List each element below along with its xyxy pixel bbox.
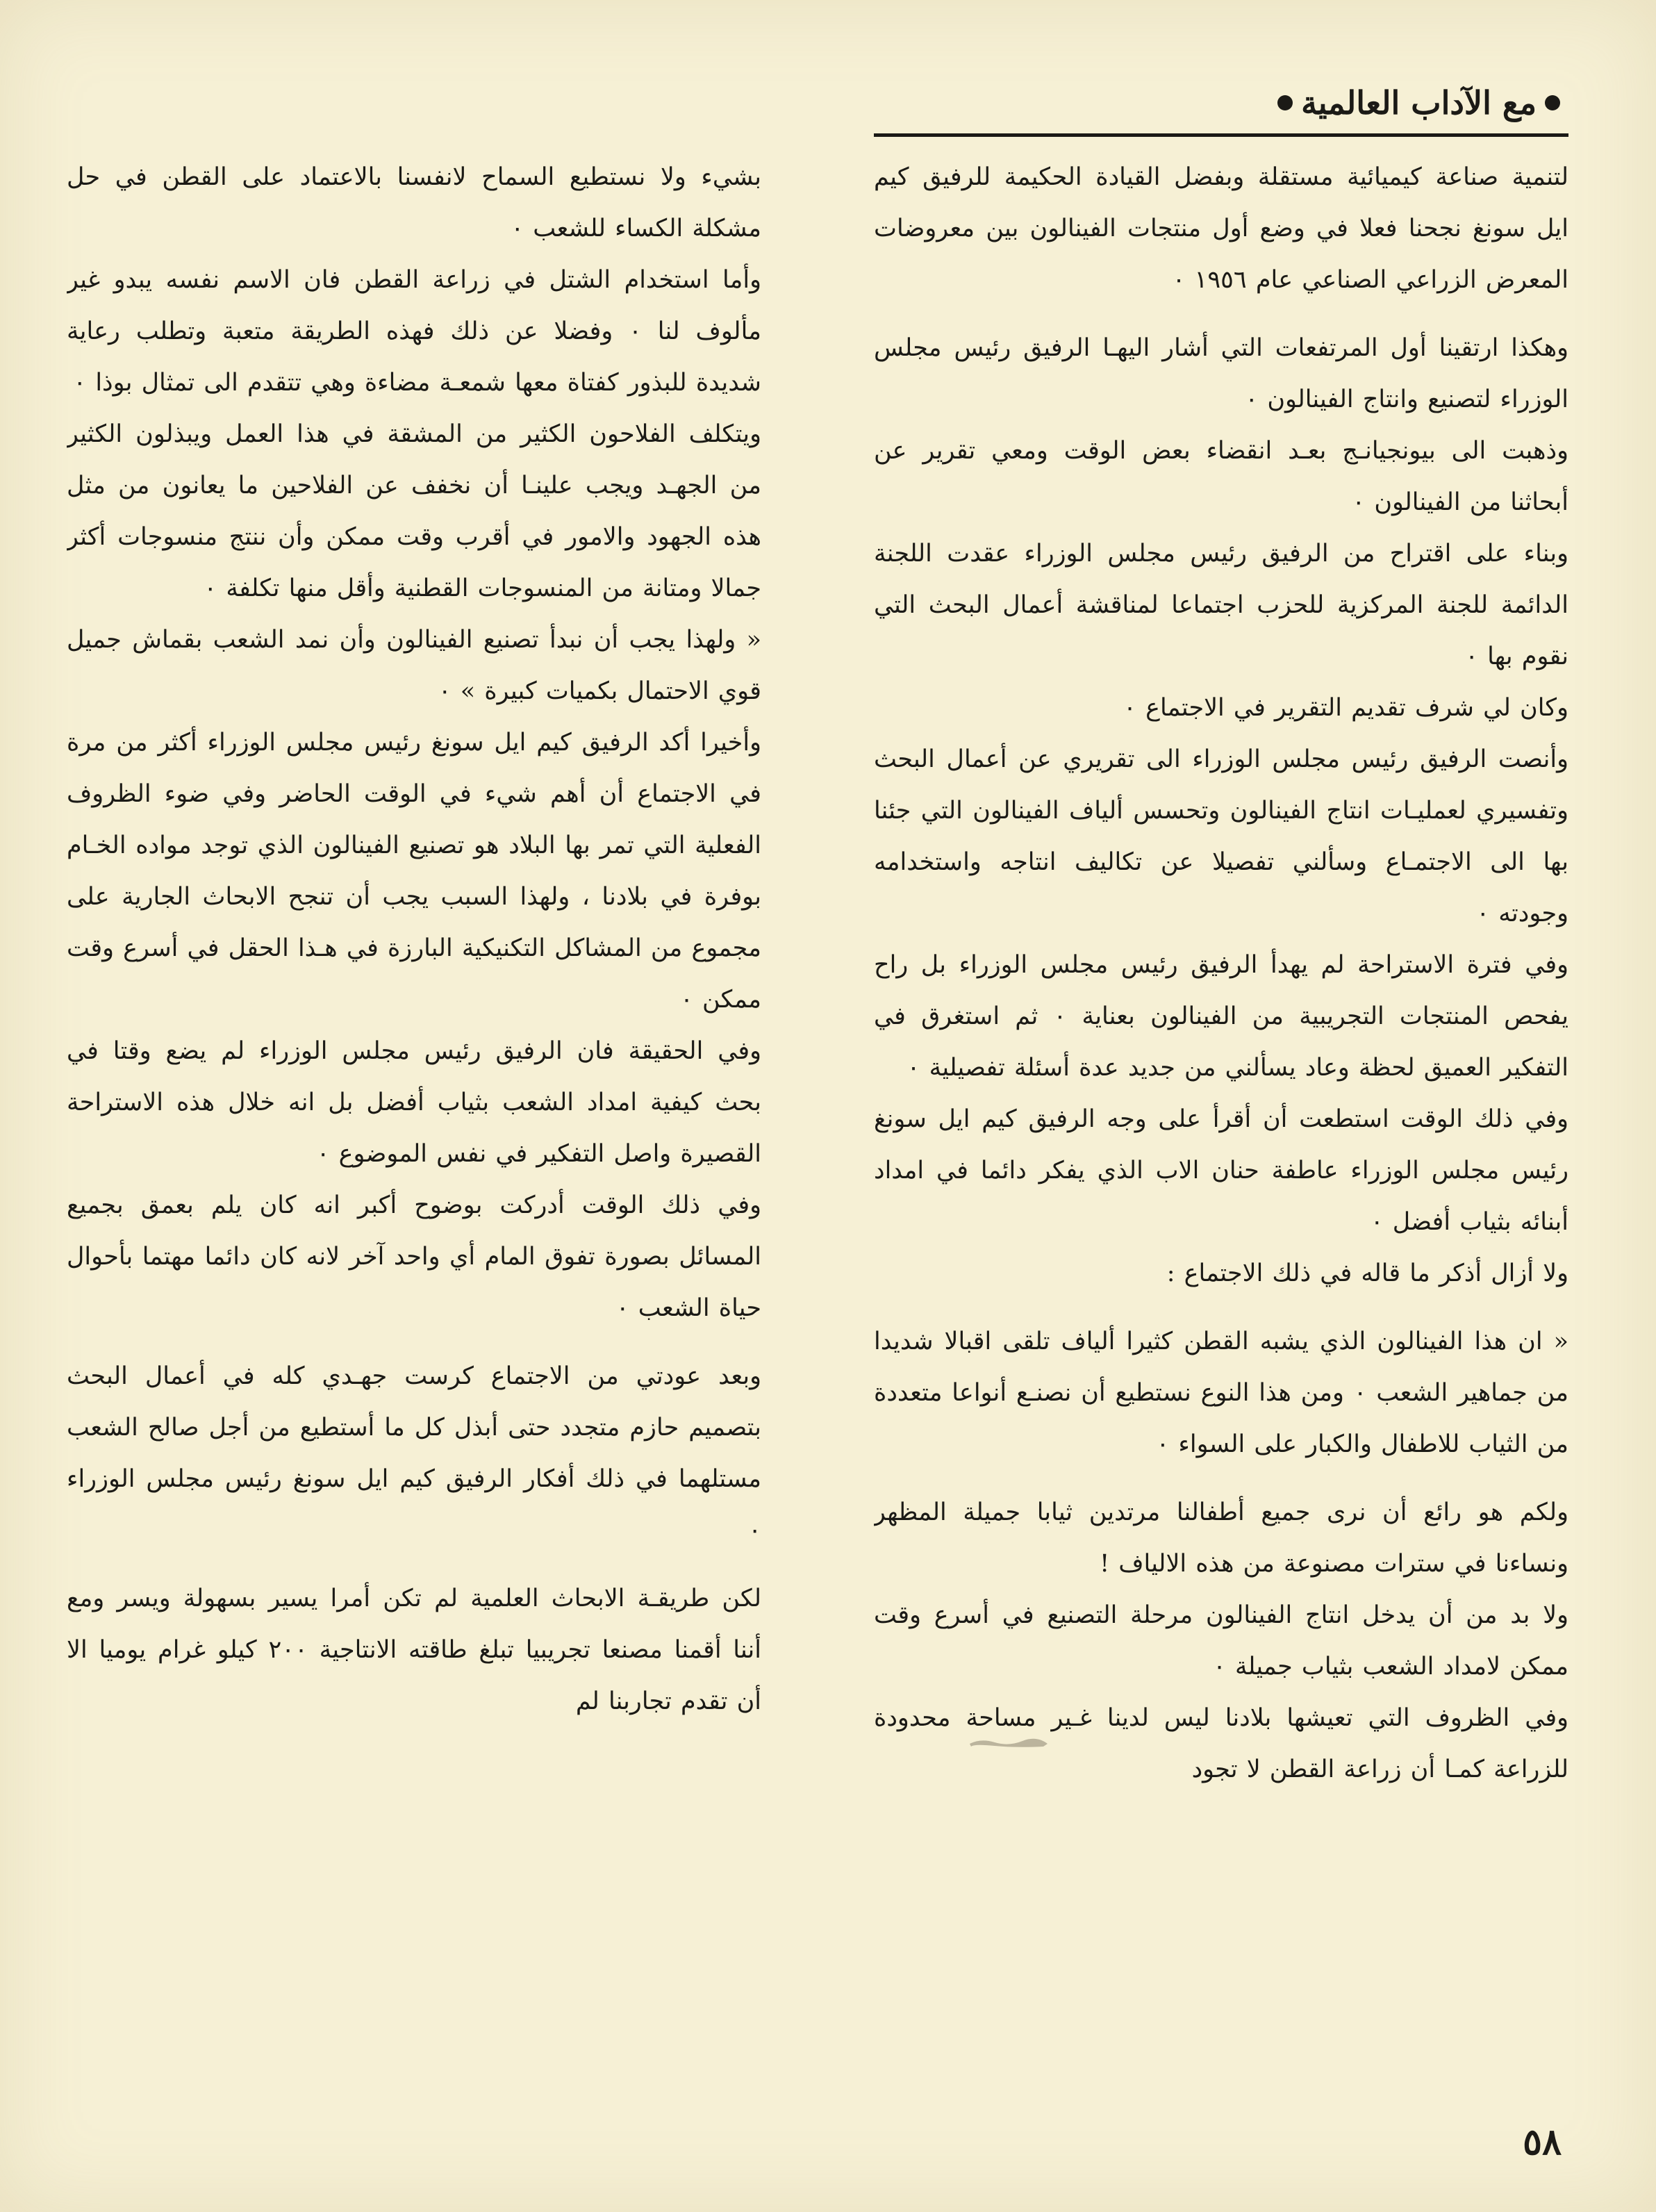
- paragraph: وهكذا ارتقينا أول المرتفعات التي أشار اليهـا الرفيق رئيس مجلس الوزراء لتصنيع وانتاج الفينالون ٠: [874, 334, 1568, 413]
- paragraph: لتنمية صناعة كيميائية مستقلة وبفضل القيادة الحكيمة للرفيق كيم ايل سونغ نجحنا فعلا في وضع أول منتجات الفينالون بين معروضات المعرض الزراعي الصناعي عام ١٩٥٦ ٠: [874, 163, 1568, 294]
- paragraph: وفي ذلك الوقت أدركت بوضوح أكبر انه كان يلم بعمق بجميع المسائل بصورة تفوق المام أي واحد آخر لانه كان دائما مهتما بأحوال حياة الشعب ٠: [67, 1191, 761, 1322]
- paragraph: بشيء ولا نستطيع السماح لانفسنا بالاعتماد على القطن في حل مشكلة الكساء للشعب ٠: [67, 163, 761, 242]
- paragraph: وأخيرا أكد الرفيق كيم ايل سونغ رئيس مجلس الوزراء أكثر من مرة في الاجتماع أن أهم شيء في الوقت الحاضر وفي ضوء الظروف الفعلية التي تمر بها البلاد هو تصنيع الفينالون الذي توجد مواده الخـام بوفرة في بلادنا ، ولهذا السبب يجب أن تنجح الابحاث الجارية على مجموع من المشاكل التكنيكية البارزة في هـذا الحقل في أسرع وقت ممكن ٠: [67, 729, 761, 1014]
- print-blot: [967, 1735, 1050, 1749]
- paragraph: وفي فترة الاستراحة لم يهدأ الرفيق رئيس مجلس الوزراء بل راح يفحص المنتجات التجريبية من الفينالون بعناية ٠ ثم استغرق في التفكير العميق لحظة وعاد يسألني من جديد عدة أسئلة تفصيلية ٠: [874, 951, 1568, 1082]
- section-header: [874, 69, 1568, 136]
- paragraph: ولا أزال أذكر ما قاله في ذلك الاجتماع :: [1166, 1260, 1568, 1287]
- page-number: ٥٨: [1523, 2121, 1562, 2163]
- section-title: مع الآداب العالمية: [1301, 84, 1537, 122]
- paragraph: ولا بد من أن يدخل انتاج الفينالون مرحلة التصنيع في أسرع وقت ممكن لامداد الشعب بثياب جميلة ٠: [874, 1601, 1568, 1681]
- paragraph: ولكم هو رائع أن نرى جميع أطفالنا مرتدين ثيابا جميلة المظهر ونساءنا في سترات مصنوعة من هذه الالياف !: [874, 1499, 1568, 1578]
- text-column-left: [67, 151, 761, 2069]
- text-column-right: [874, 151, 1568, 2069]
- paragraph: وذهبت الى بيونجيانـج بعـد انقضاء بعض الوقت ومعي تقرير عن أبحاثنا من الفينالون ٠: [874, 437, 1568, 516]
- paragraph: وفي ذلك الوقت استطعت أن أقرأ على وجه الرفيق كيم ايل سونغ رئيس مجلس الوزراء عاطفة حنان الاب الذي يفكر دائما في امداد أبنائه بثياب أفضل ٠: [874, 1105, 1568, 1236]
- paragraph: لكن طريقـة الابحاث العلمية لم تكن أمرا يسير بسهولة ويسر ومع أننا أقمنا مصنعا تجريبيا تبلغ طاقته الانتاجية ٢٠٠ كيلو غرام يوميا الا أن تقدم تجاربنا لم: [67, 1585, 761, 1715]
- paragraph: وبناء على اقتراح من الرفيق رئيس مجلس الوزراء عقدت اللجنة الدائمة للجنة المركزية للحزب اجتماعا لمناقشة أعمال البحث التي نقوم بها ٠: [874, 540, 1568, 670]
- paragraph: وبعد عودتي من الاجتماع كرست جهـدي كله في أعمال البحث بتصميم حازم متجدد حتى أبذل كل ما أستطيع من أجل صالح الشعب مستلهما في ذلك أفكار الرفيق كيم ايل سونغ رئيس مجلس الوزراء ٠: [67, 1362, 761, 1544]
- paragraph: ويتكلف الفلاحون الكثير من المشقة في هذا العمل ويبذلون الكثير من الجهـد ويجب علينـا أن نخفف عن الفلاحين ما يعانون من مثل هذه الجهود والامور في أقرب وقت ممكن وأن ننتج منسوجات أكثر جمالا ومتانة من المنسوجات القطنية وأقل منها تكلفة ٠: [67, 420, 761, 602]
- bullet-icon: [1277, 95, 1293, 110]
- paragraph: وفي الحقيقة فان الرفيق رئيس مجلس الوزراء لم يضع وقتا في بحث كيفية امداد الشعب بثياب أفضل بل انه خلال هذه الاستراحة القصيرة واصل التفكير في نفس الموضوع ٠: [67, 1037, 761, 1168]
- bullet-icon: [1545, 95, 1560, 110]
- header-divider: [874, 133, 1568, 137]
- paragraph: وكان لي شرف تقديم التقرير في الاجتماع ٠: [1123, 694, 1568, 722]
- quote-paragraph: « ولهذا يجب أن نبدأ تصنيع الفينالون وأن نمد الشعب بقماش جميل قوي الاحتمال بكميات كبيرة » ٠: [67, 626, 761, 705]
- paragraph: وفي الظروف التي تعيشها بلادنا ليس لدينا غـير مساحة محدودة للزراعة كمـا أن زراعة القطن لا تجود: [874, 1704, 1568, 1783]
- paragraph: وأما استخدام الشتل في زراعة القطن فان الاسم نفسه يبدو غير مألوف لنا ٠ وفضلا عن ذلك فهذه الطريقة متعبة وتطلب رعاية شديدة للبذور كفتاة معها شمعـة مضاءة وهي تتقدم الى تمثال بوذا ٠: [67, 266, 761, 397]
- quote-paragraph: « ان هذا الفينالون الذي يشبه القطن كثيرا ألياف تلقى اقبالا شديدا من جماهير الشعب ٠ ومن هذا النوع نستطيع أن نصنـع أنواعا متعددة من الثياب للاطفال والكبار على السواء ٠: [874, 1328, 1568, 1458]
- paragraph: وأنصت الرفيق رئيس مجلس الوزراء الى تقريري عن أعمال البحث وتفسيري لعمليـات انتاج الفينالون وتحسس ألياف الفينالون التي جئنا بها الى الاجتمـاع وسألني تفصيلا عن تكاليف انتاجه واستخدامه وجودته ٠: [874, 745, 1568, 927]
